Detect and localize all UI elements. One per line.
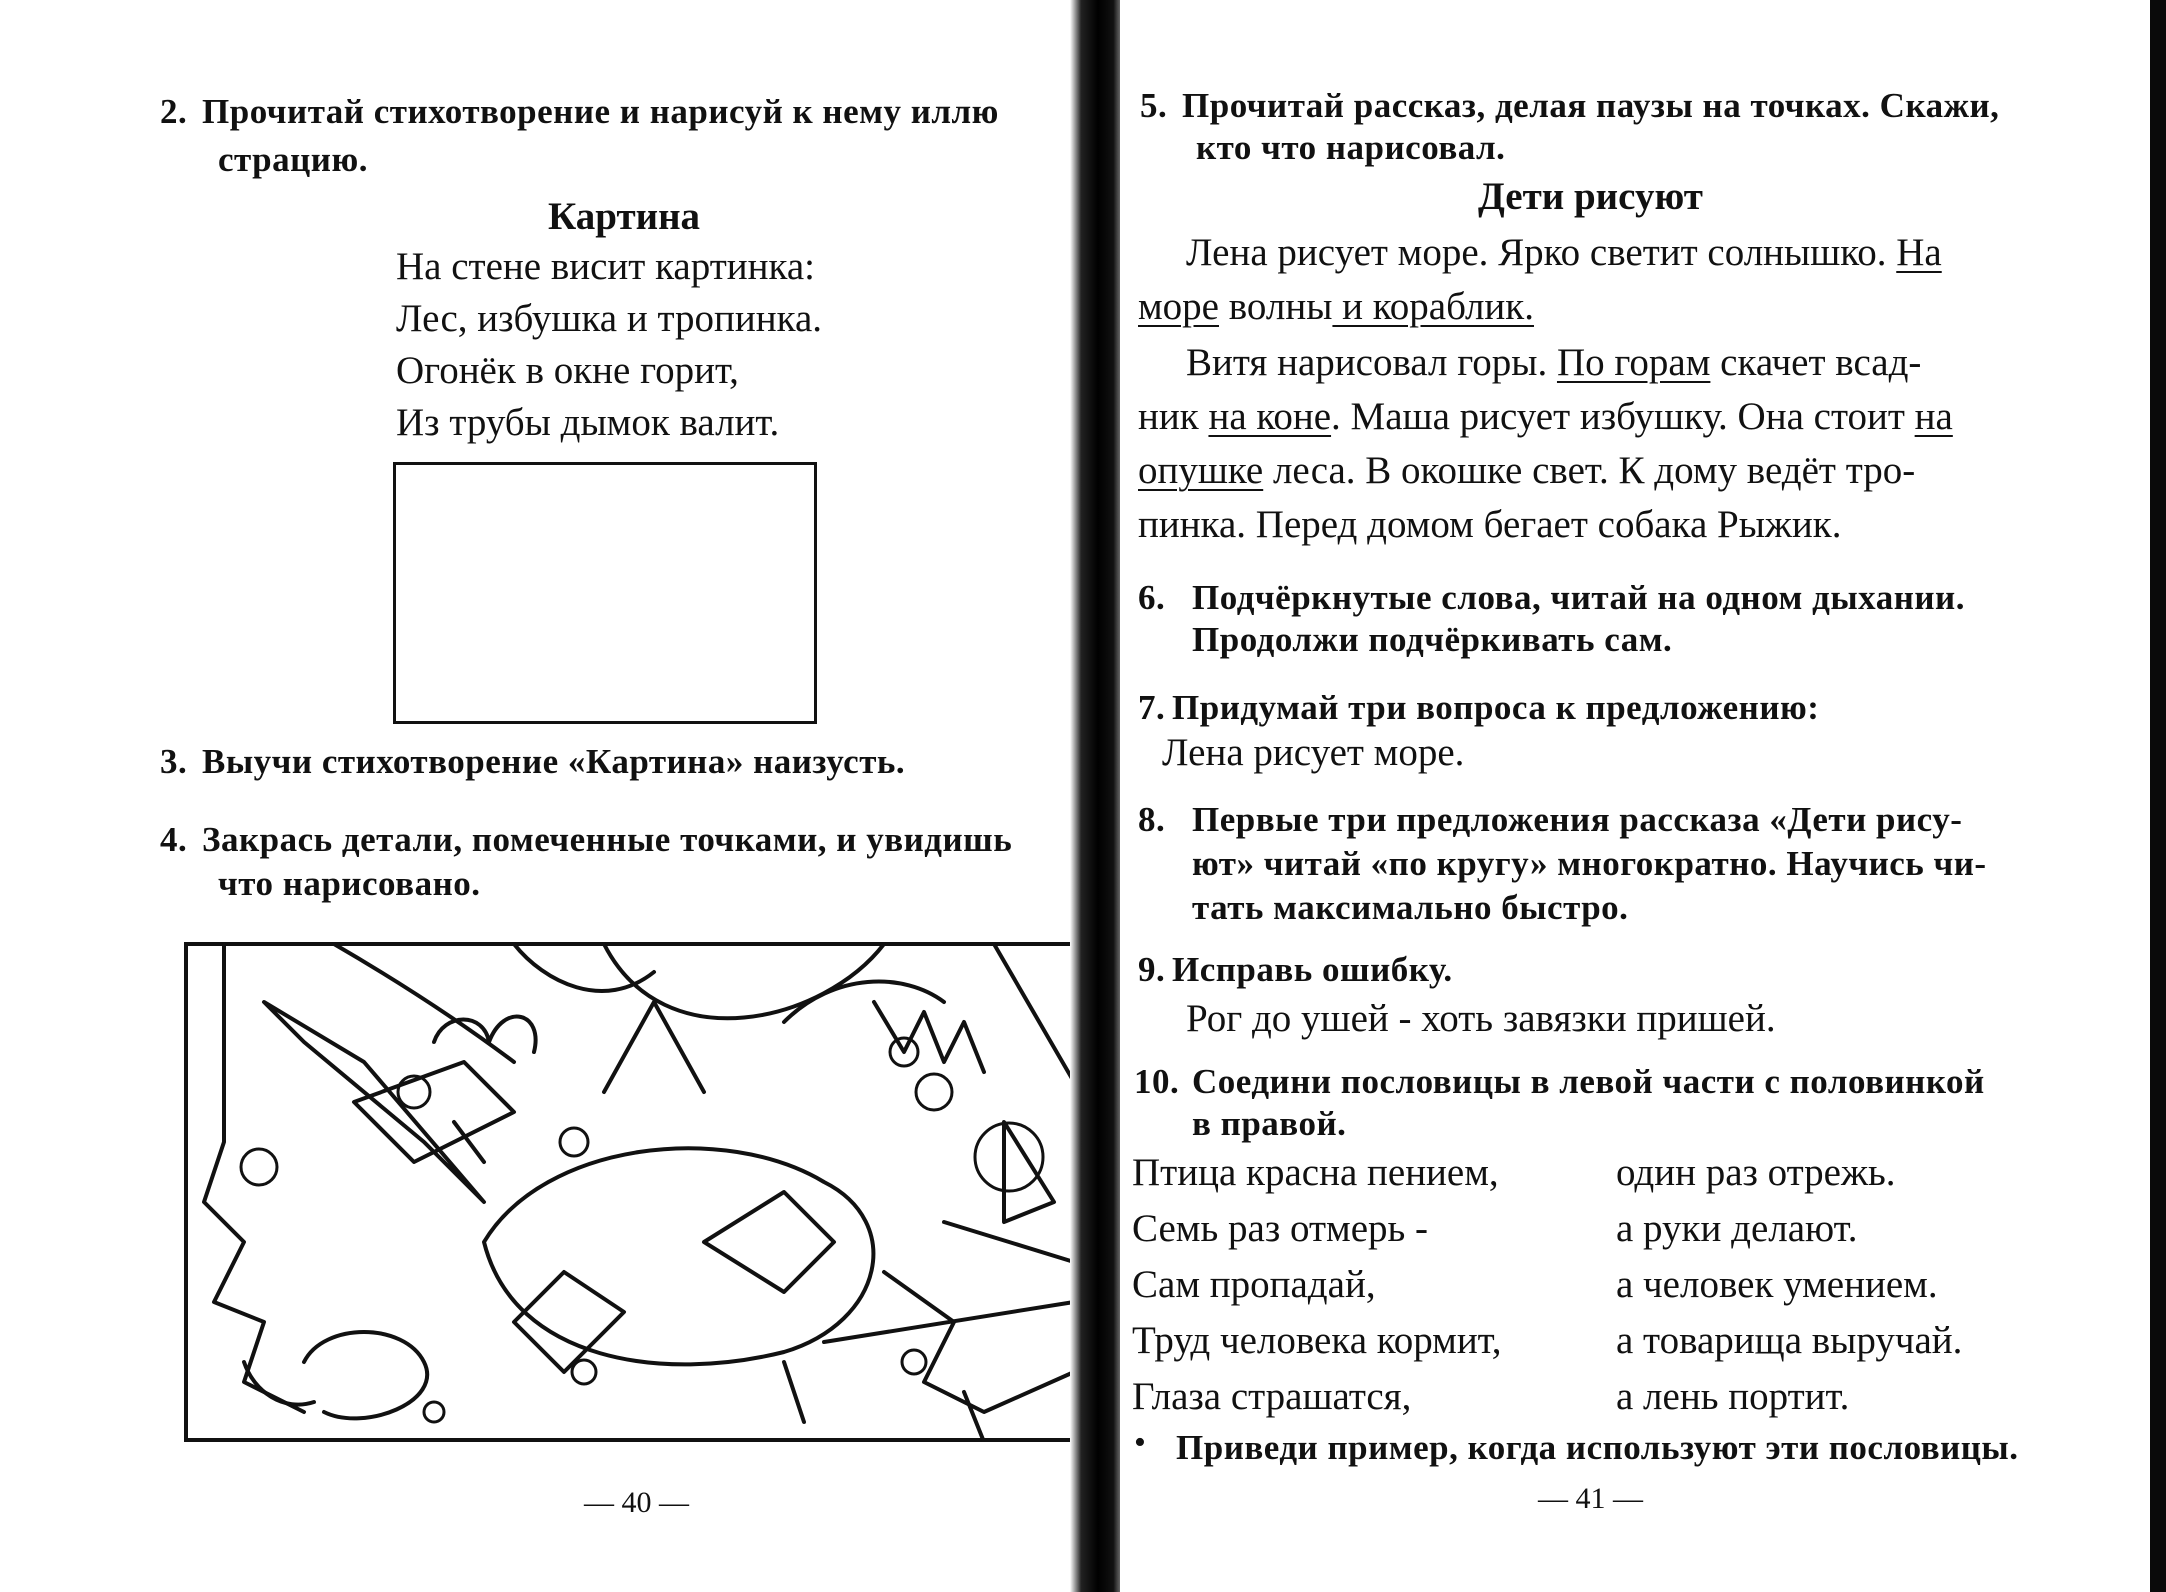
story-text: скачет всад- — [1710, 341, 1922, 384]
underlined-word: на — [1914, 395, 1953, 438]
poem-line-1: На стене висит картинка: — [396, 245, 816, 288]
proverb-left-4[interactable]: Труд человека кормит, — [1132, 1319, 1502, 1362]
task-8-line-1: Первые три предложения рассказа «Дети рису- — [1192, 800, 1963, 839]
task-2-number: 2. — [160, 92, 188, 131]
proverb-right-1[interactable]: один раз отрежь. — [1616, 1151, 1896, 1194]
task-9-text: Исправь ошибку. — [1172, 950, 1453, 989]
task-4-line-2: что нарисовано. — [218, 864, 481, 903]
task-8-number: 8. — [1138, 800, 1166, 839]
right-page — [1120, 0, 2166, 1592]
poem-line-4: Из трубы дымок валит. — [396, 401, 780, 444]
drawing-box[interactable] — [393, 462, 817, 724]
task-4-line-1: Закрась детали, помеченные точками, и увидишь — [202, 820, 1013, 859]
task-8-line-2: ют» читай «по кругу» многократно. Научись чи- — [1192, 844, 1987, 883]
poem-title: Картина — [548, 195, 701, 238]
coloring-picture[interactable] — [184, 942, 1076, 1442]
underlined-word: На — [1896, 231, 1942, 274]
task-7-number: 7. — [1138, 688, 1166, 727]
story-line-2 — [1138, 284, 1534, 329]
proverb-left-3[interactable]: Сам пропадай, — [1132, 1263, 1376, 1306]
proverb-right-5[interactable]: а лень портит. — [1616, 1375, 1850, 1418]
task-7-example: Лена рисует море. — [1162, 731, 1465, 774]
task-3-text: Выучи стихотворение «Картина» наизусть. — [202, 742, 906, 781]
proverb-right-3[interactable]: а человек умением. — [1616, 1263, 1938, 1306]
story-text: . Маша рисует избушку. Она стоит — [1331, 395, 1915, 438]
task-7-text: Придумай три вопроса к предложению: — [1172, 688, 1820, 727]
task-5-line-2: кто что нарисовал. — [1196, 128, 1506, 167]
story-text: волны — [1219, 285, 1333, 328]
story-line-5 — [1138, 448, 1915, 493]
poem-line-2: Лес, избушка и тропинка. — [396, 297, 823, 340]
story-text: ник — [1138, 395, 1209, 438]
underlined-word: опушке — [1138, 449, 1264, 492]
page-edge-shadow — [2150, 0, 2166, 1592]
proverb-left-5[interactable]: Глаза страшатся, — [1132, 1375, 1412, 1418]
story-line-4 — [1138, 394, 1953, 439]
story-title: Дети рисуют — [1478, 175, 1703, 218]
underlined-word: на коне — [1208, 395, 1332, 438]
story-line-6: пинка. Перед домом бегает собака Рыжик. — [1138, 503, 1842, 546]
task-2-line-1: Прочитай стихотворение и нарисуй к нему иллю — [202, 92, 999, 131]
task-9-example: Рог до ушей - хоть завязки пришей. — [1186, 997, 1776, 1040]
underlined-word: По горам — [1556, 341, 1711, 384]
task-4-number: 4. — [160, 820, 188, 859]
task-5-line-1: Прочитай рассказ, делая паузы на точках. Скажи, — [1182, 86, 2000, 125]
proverb-right-2[interactable]: а руки делают. — [1616, 1207, 1858, 1250]
task-10-line-2: в правой. — [1192, 1104, 1347, 1143]
story-line-1 — [1186, 230, 1942, 275]
task-9-number: 9. — [1138, 950, 1166, 989]
task-10-line-1: Соедини пословицы в левой части с половинкой — [1192, 1062, 1985, 1101]
proverb-left-1[interactable]: Птица красна пением, — [1132, 1151, 1499, 1194]
poem-line-3: Огонёк в окне горит, — [396, 349, 739, 392]
story-text: Витя нарисовал горы. — [1186, 341, 1557, 384]
proverb-right-4[interactable]: а товарища выручай. — [1616, 1319, 1963, 1362]
task-8-line-3: тать максимально быстро. — [1192, 888, 1629, 927]
bullet-task-text: Приведи пример, когда используют эти пословицы. — [1176, 1428, 2019, 1467]
task-6-line-1: Подчёркнутые слова, читай на одном дыхании. — [1192, 578, 1965, 617]
task-6-number: 6. — [1138, 578, 1166, 617]
underlined-word: море — [1138, 285, 1219, 328]
page-number-right: — 41 — — [1538, 1482, 1643, 1515]
story-text: леса. В окошке свет. К дому ведёт тро- — [1263, 449, 1916, 492]
task-2-line-2: страцию. — [218, 140, 368, 179]
task-6-line-2: Продолжи подчёркивать сам. — [1192, 620, 1673, 659]
story-line-3 — [1186, 340, 1921, 385]
story-text: Лена рисует море. Ярко светит солнышко. — [1186, 231, 1897, 274]
task-5-number: 5. — [1140, 86, 1168, 125]
task-10-number: 10. — [1134, 1062, 1180, 1101]
task-3-number: 3. — [160, 742, 188, 781]
underlined-word: и кораблик. — [1332, 285, 1534, 328]
page-number-left: — 40 — — [584, 1486, 689, 1519]
proverb-left-2[interactable]: Семь раз отмерь - — [1132, 1207, 1429, 1250]
bullet-icon: • — [1134, 1424, 1146, 1461]
